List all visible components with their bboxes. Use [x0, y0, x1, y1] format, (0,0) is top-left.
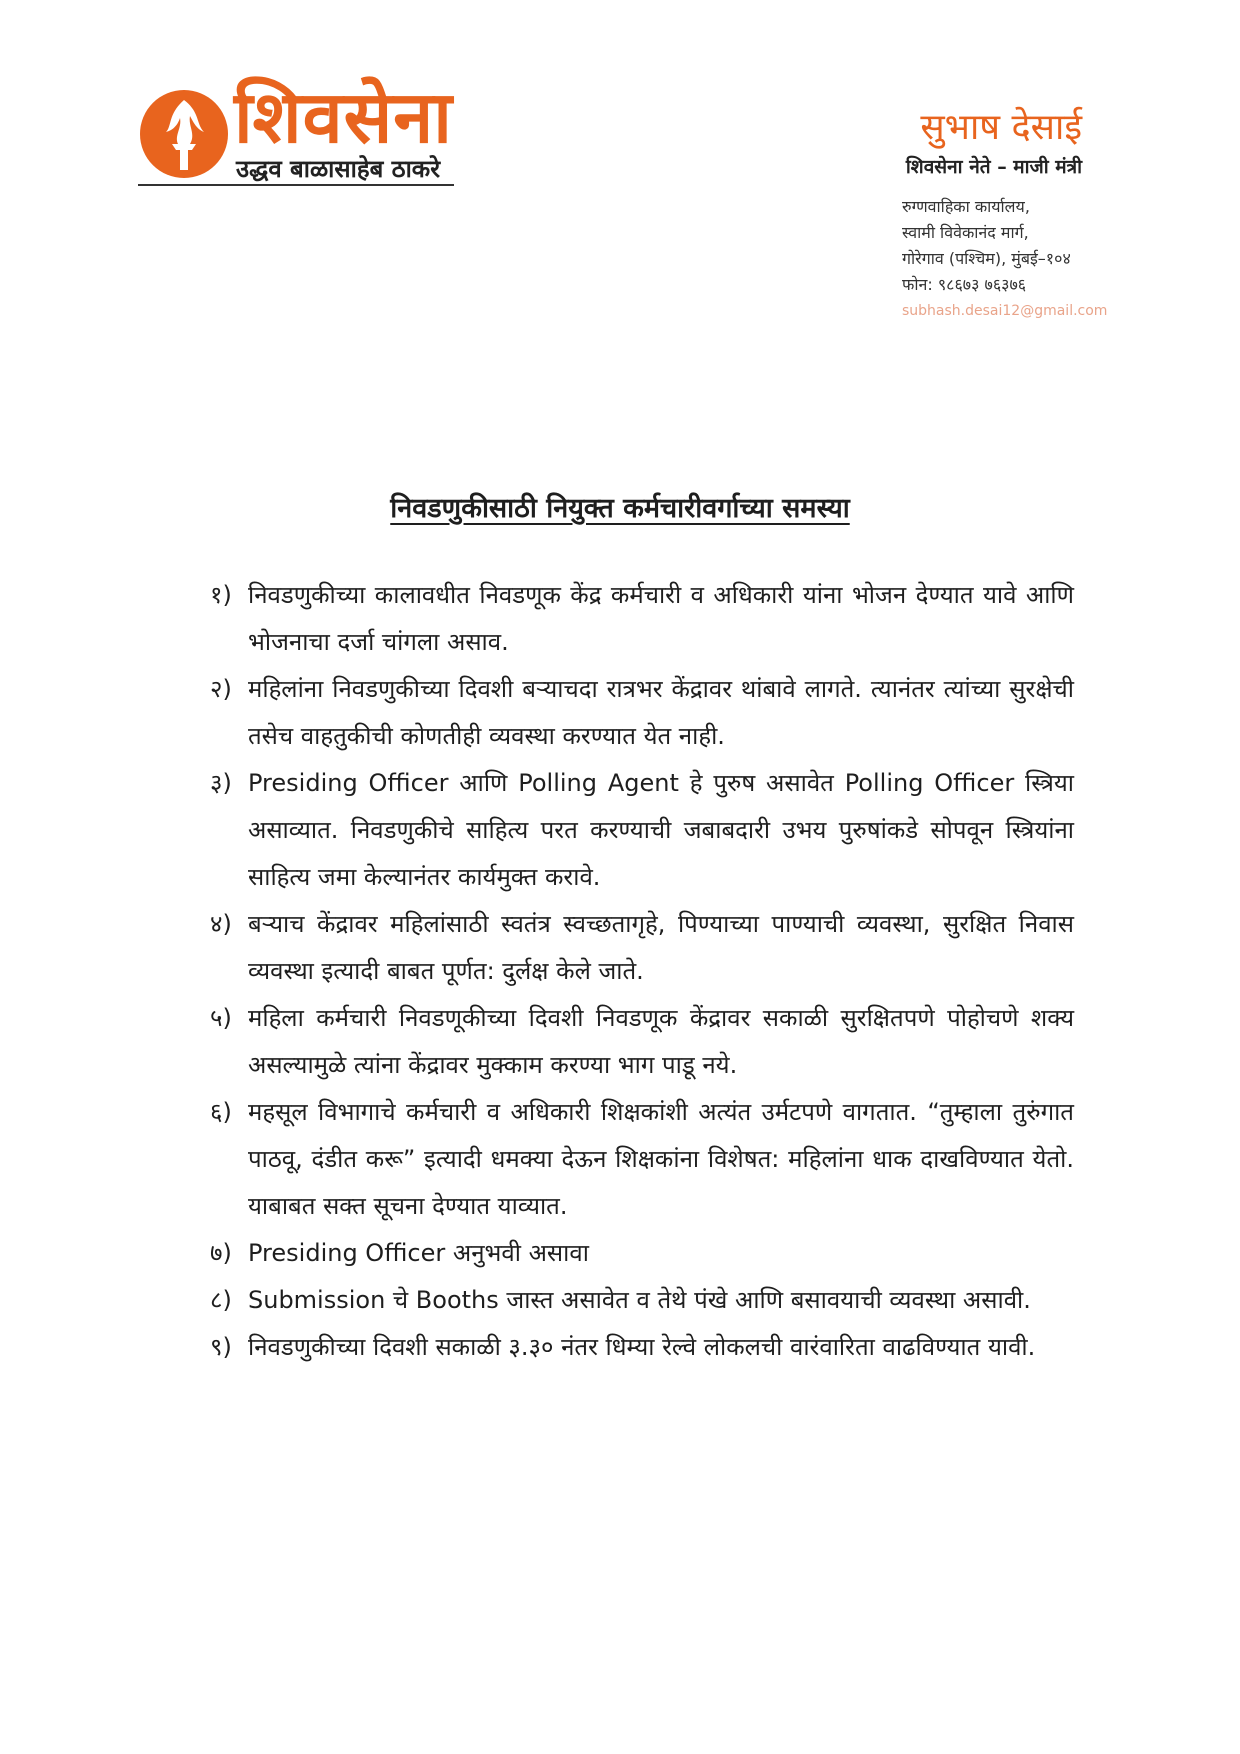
address-line: स्वामी विवेकानंद मार्ग, — [902, 223, 1029, 242]
item-number: ९) — [210, 1333, 232, 1361]
issues-list — [210, 572, 1074, 1371]
leader-block — [906, 106, 1082, 180]
item-number: ६) — [210, 1098, 232, 1126]
item-number: ८) — [210, 1286, 232, 1314]
list-item — [210, 760, 1074, 901]
list-item — [210, 666, 1074, 760]
item-number: ७) — [210, 1239, 232, 1267]
list-item — [210, 995, 1074, 1089]
email-address: subhash.desai12@gmail.com — [902, 303, 1108, 319]
list-item — [210, 572, 1074, 666]
item-text: महसूल विभागाचे कर्मचारी व अधिकारी शिक्षकांशी अत्यंत उर्मटपणे वागतात. “तुम्हाला तुरुंगात पाठवू, दंडीत करू” इत्यादी धमक्या देऊन शिक्षकांना विशेषत: महिलांना धाक दाखविण्यात येतो. याबाबत सक्त सूचना देण्यात याव्यात. — [248, 1098, 1074, 1220]
party-name: शिवसेना — [234, 75, 453, 159]
list-item — [210, 1324, 1074, 1371]
office-address — [902, 194, 1107, 324]
item-number: ३) — [210, 769, 232, 797]
item-number: १) — [210, 581, 232, 609]
logo-underline — [138, 184, 454, 186]
leader-title: शिवसेना नेते – माजी मंत्री — [905, 156, 1082, 178]
party-logo — [138, 72, 458, 192]
list-item — [210, 901, 1074, 995]
letterhead — [0, 0, 1240, 340]
phone-number: फोन: ९८६७३ ७६३७६ — [902, 275, 1027, 294]
flaming-torch-icon — [138, 88, 230, 180]
item-text: Submission चे Booths जास्त असावेत व तेथे पंखे आणि बसावयाची व्यवस्था असावी. — [248, 1286, 1031, 1314]
party-subtitle: उद्धव बाळासाहेब ठाकरे — [236, 155, 441, 183]
address-line: गोरेगाव (पश्चिम), मुंबई–१०४ — [902, 249, 1071, 268]
item-text: बऱ्याच केंद्रावर महिलांसाठी स्वतंत्र स्वच्छतागृहे, पिण्याच्या पाण्याची व्यवस्था, सुरक्षित निवास व्यवस्था इत्यादी बाबत पूर्णत: दुर्लक्ष केले जाते. — [248, 910, 1074, 985]
item-text: निवडणुकीच्या दिवशी सकाळी ३.३० नंतर धिम्या रेल्वे लोकलची वारंवारिता वाढविण्यात यावी. — [248, 1333, 1036, 1361]
item-text: Presiding Officer आणि Polling Agent हे पुरुष असावेत Polling Officer स्त्रिया असाव्यात. निवडणुकीचे साहित्य परत करण्याची जबाबदारी उभय पुरुषांकडे सोपवून स्त्रियांना साहित्य जमा केल्यानंतर कार्यमुक्त करावे. — [248, 769, 1074, 891]
leader-name: सुभाष देसाई — [920, 107, 1082, 148]
item-number: २) — [210, 675, 232, 703]
list-item — [210, 1230, 1074, 1277]
list-item — [210, 1089, 1074, 1230]
item-text: महिलांना निवडणुकीच्या दिवशी बऱ्याचदा रात्रभर केंद्रावर थांबावे लागते. त्यानंतर त्यांच्या सुरक्षेची तसेच वाहतुकीची कोणतीही व्यवस्था करण्यात येत नाही. — [248, 675, 1074, 750]
document-title: निवडणुकीसाठी नियुक्त कर्मचारीवर्गाच्या समस्या — [390, 493, 850, 524]
item-text: निवडणुकीच्या कालावधीत निवडणूक केंद्र कर्मचारी व अधिकारी यांना भोजन देण्यात यावे आणि भोजनाचा दर्जा चांगला असाव. — [248, 581, 1074, 656]
address-line: रुग्णवाहिका कार्यालय, — [902, 197, 1030, 216]
item-number: ५) — [210, 1004, 232, 1032]
item-text: महिला कर्मचारी निवडणूकीच्या दिवशी निवडणूक केंद्रावर सकाळी सुरक्षितपणे पोहोचणे शक्य असल्यामुळे त्यांना केंद्रावर मुक्काम करण्या भाग पाडू नये. — [248, 1004, 1074, 1079]
item-text: Presiding Officer अनुभवी असावा — [248, 1239, 589, 1267]
list-item — [210, 1277, 1074, 1324]
item-number: ४) — [210, 910, 232, 938]
